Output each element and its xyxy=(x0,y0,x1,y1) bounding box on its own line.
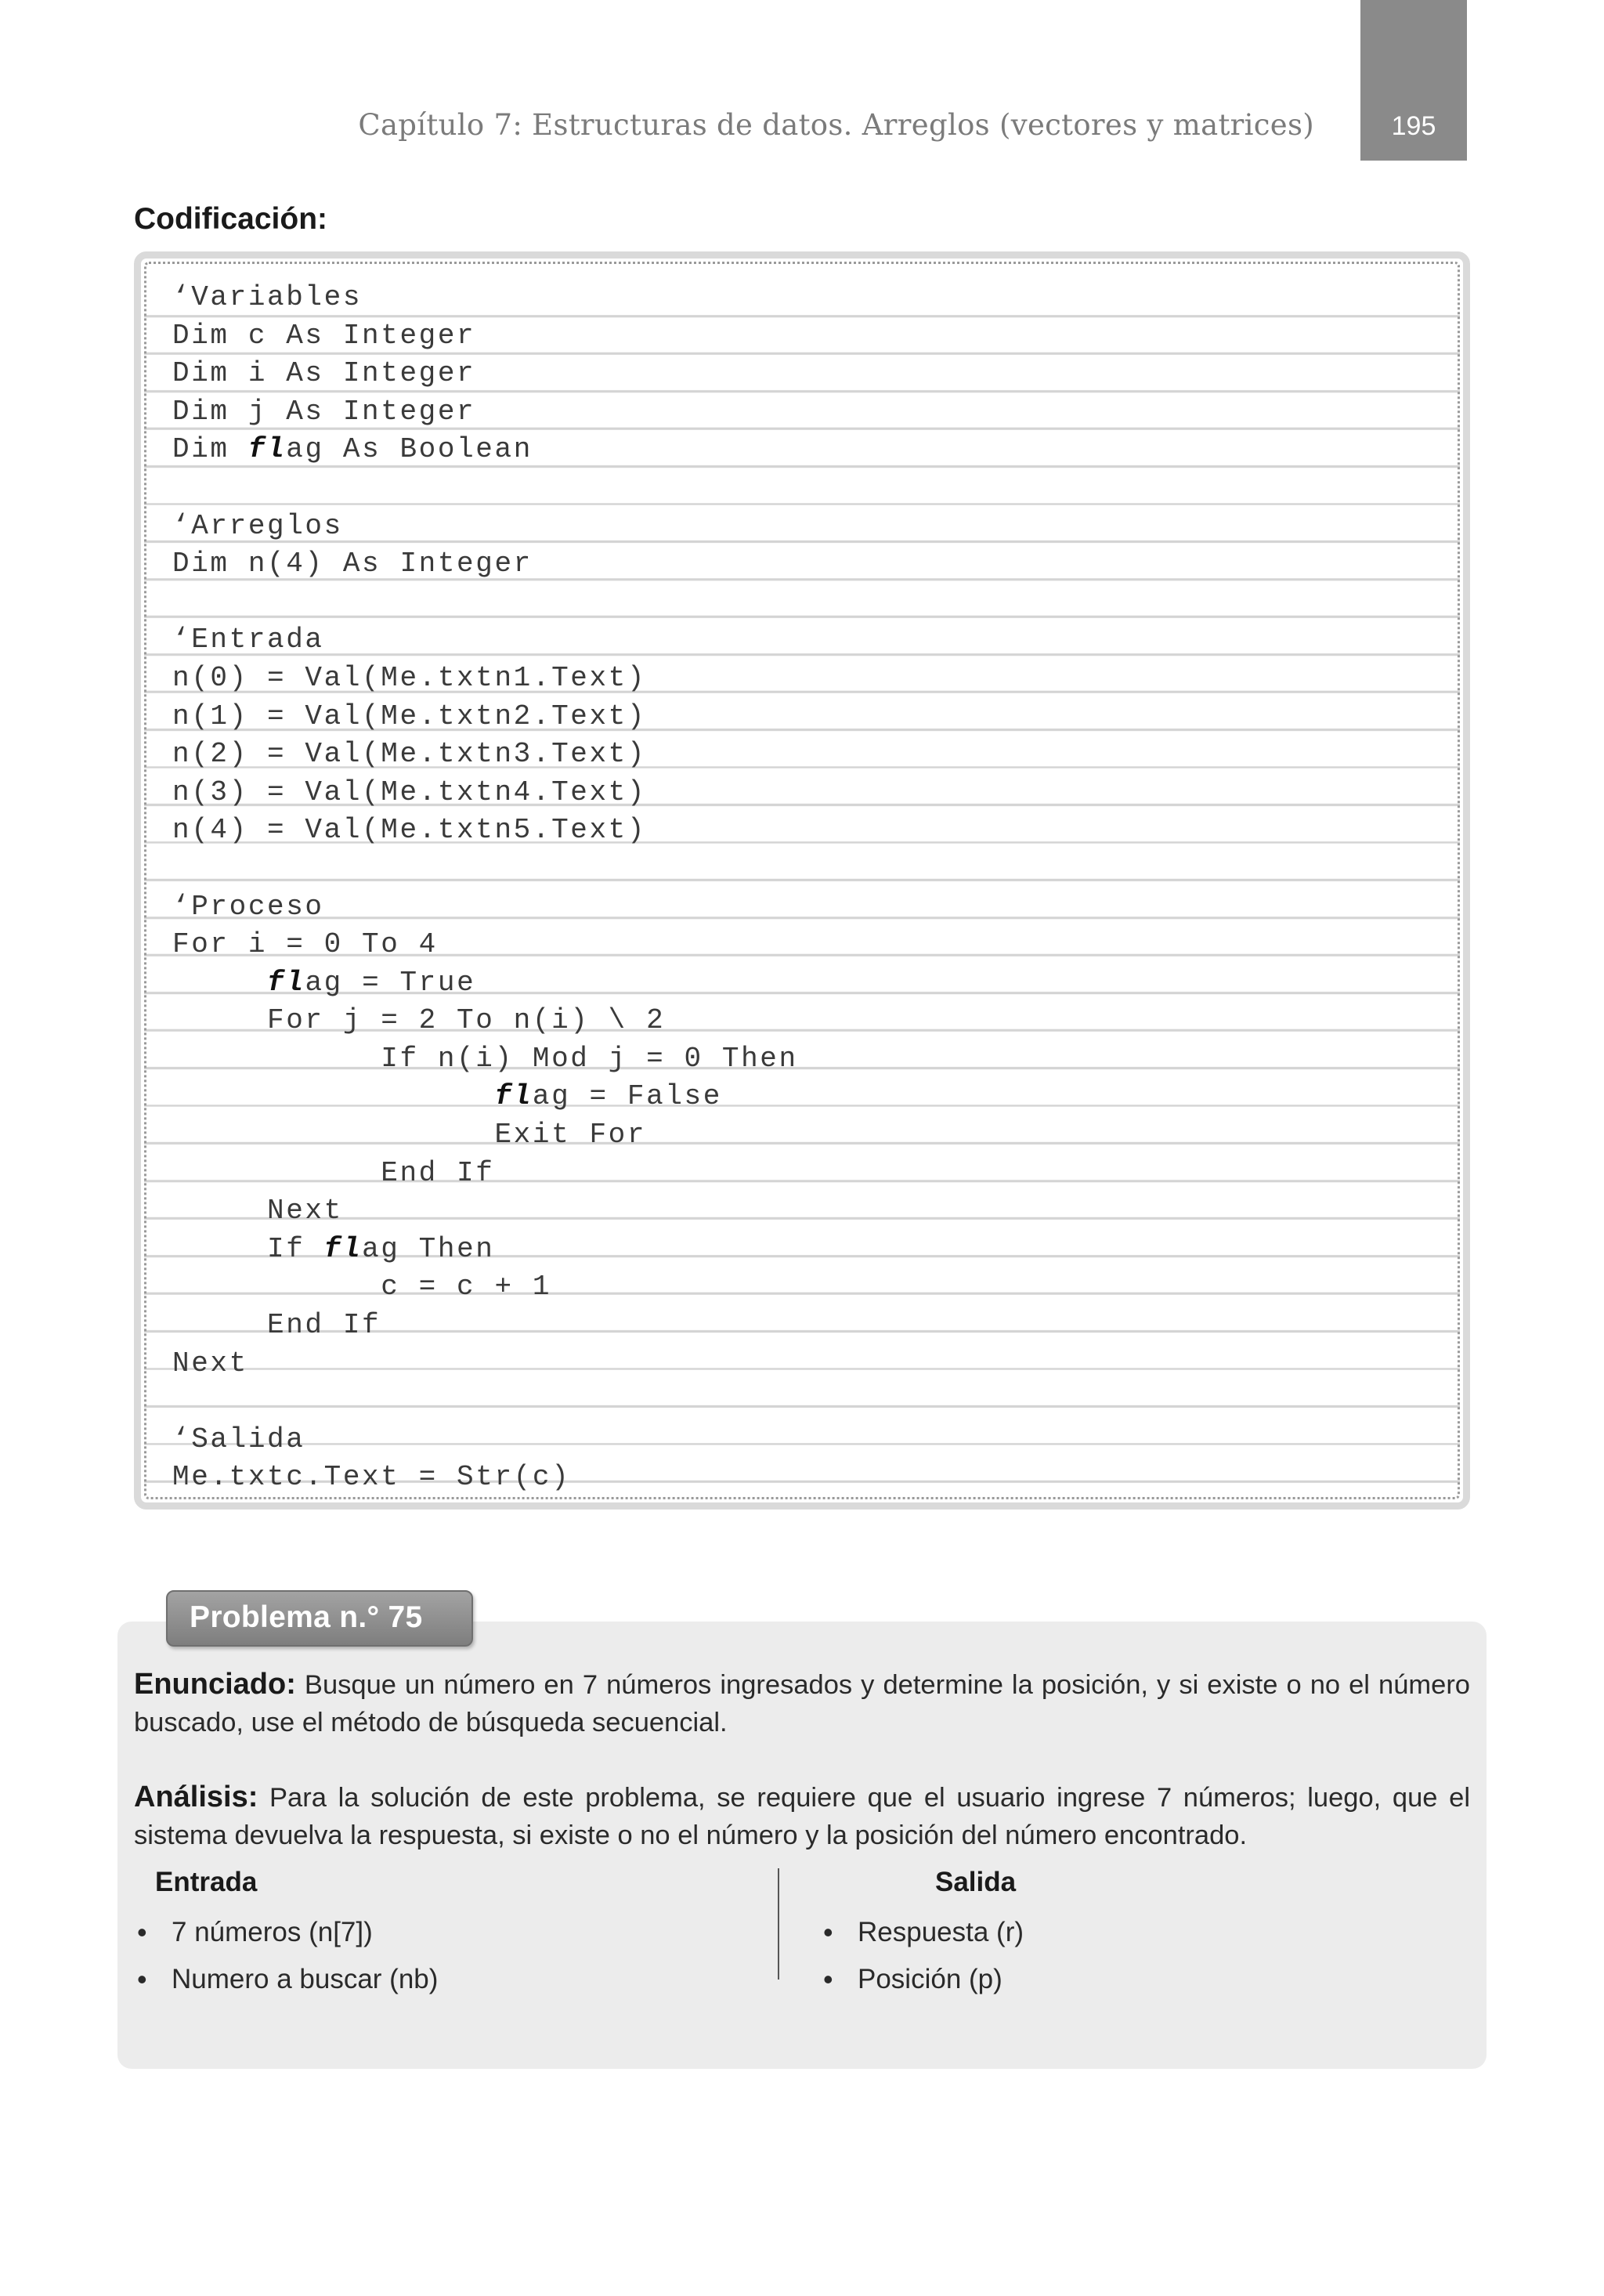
input-list xyxy=(135,1909,438,2003)
code-line xyxy=(172,584,798,622)
code-line: ‘Salida xyxy=(172,1423,305,1455)
code-line: End If xyxy=(172,1156,495,1189)
code-line: For i = 0 To 4 xyxy=(172,928,438,961)
list-item: • 7 números (n[7]) xyxy=(135,1909,438,1956)
code-lined-area xyxy=(144,262,1460,1499)
code-line: c = c + 1 xyxy=(172,1271,552,1303)
bullet-icon: • xyxy=(137,1963,147,1995)
output-list xyxy=(822,1909,1024,2003)
page-number-tab xyxy=(1360,0,1467,161)
problem-analysis xyxy=(134,1778,1470,1854)
code-line: ‘Proceso xyxy=(172,890,324,923)
code-line: n(0) = Val(Me.txtn1.Text) xyxy=(172,661,647,694)
output-header: Salida xyxy=(935,1867,1017,1897)
code-block xyxy=(172,279,798,1497)
code-line: Exit For xyxy=(172,1119,647,1152)
list-item: • Numero a buscar (nb) xyxy=(135,1956,438,2003)
code-line: Dim c As Integer xyxy=(172,319,476,352)
code-line: ‘Entrada xyxy=(172,624,324,656)
coding-label: Codificación: xyxy=(134,202,328,236)
code-line: Dim n(4) As Integer xyxy=(172,548,533,580)
code-line xyxy=(172,1383,798,1421)
statement-text: Busque un número en 7 números ingresados y determine la posición, y si existe o no el número buscado, use el método de búsqueda secuencial. xyxy=(134,1670,1470,1737)
code-line: Me.txtc.Text = Str(c) xyxy=(172,1461,571,1494)
code-line: Next xyxy=(172,1195,343,1228)
input-header: Entrada xyxy=(155,1867,258,1897)
code-line: If n(i) Mod j = 0 Then xyxy=(172,1042,798,1075)
code-line: For j = 2 To n(i) \ 2 xyxy=(172,1004,666,1037)
code-line: n(3) = Val(Me.txtn4.Text) xyxy=(172,776,647,808)
code-line xyxy=(172,850,798,888)
code-line xyxy=(172,469,798,508)
statement-label: Enunciado: xyxy=(134,1668,296,1701)
list-item: • Posición (p) xyxy=(822,1956,1024,2003)
code-line: End If xyxy=(172,1309,381,1342)
code-line: n(1) = Val(Me.txtn2.Text) xyxy=(172,700,647,732)
code-line: flag = False xyxy=(494,1080,722,1113)
bullet-icon: • xyxy=(823,1916,833,1948)
bullet-icon: • xyxy=(823,1963,833,1995)
code-line: Dim flag As Boolean xyxy=(172,433,533,466)
page-number: 195 xyxy=(1391,111,1436,141)
code-line: ‘Arreglos xyxy=(172,509,343,542)
analysis-text: Para la solución de este problema, se requiere que el usuario ingrese 7 números; luego, que el sistema devuelva la respuesta, si existe o no el número y la posición del número encontrado. xyxy=(134,1783,1470,1850)
code-box xyxy=(134,251,1470,1510)
code-line: If flag Then xyxy=(172,1232,495,1265)
analysis-label: Análisis: xyxy=(134,1781,258,1813)
code-line: flag = True xyxy=(267,966,476,999)
list-item: • Respuesta (r) xyxy=(822,1909,1024,1956)
column-divider xyxy=(778,1868,779,1980)
code-line: ‘Variables xyxy=(172,281,363,313)
bullet-icon: • xyxy=(137,1916,147,1948)
code-line: Dim j As Integer xyxy=(172,395,476,428)
chapter-title: Capítulo 7: Estructuras de datos. Arreglos (vectores y matrices) xyxy=(358,108,1314,142)
code-line: n(4) = Val(Me.txtn5.Text) xyxy=(172,814,647,847)
code-line: Next xyxy=(172,1347,248,1379)
problem-statement xyxy=(134,1665,1470,1741)
code-line: n(2) = Val(Me.txtn3.Text) xyxy=(172,738,647,771)
code-line: Dim i As Integer xyxy=(172,357,476,390)
problem-tab-label: Problema n.° 75 xyxy=(190,1600,423,1634)
problem-tab xyxy=(166,1590,473,1647)
